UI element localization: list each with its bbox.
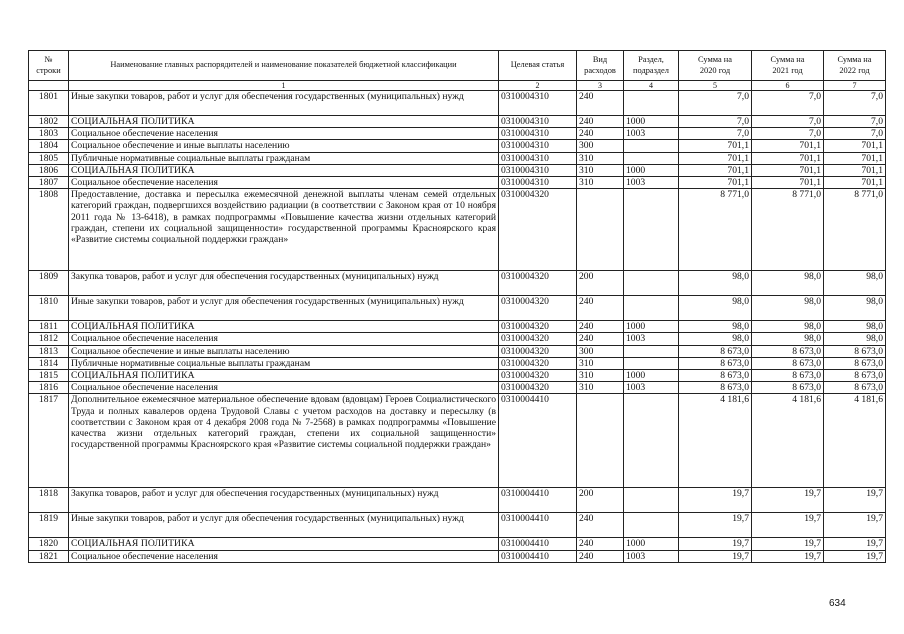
row-name-cell: Социальное обеспечение населения: [69, 333, 499, 345]
section-cell: [624, 189, 679, 271]
sum-2020-cell: 7,0: [679, 116, 752, 128]
section-cell: 1003: [624, 382, 679, 394]
row-number-cell: 1817: [29, 394, 69, 488]
row-name-cell: Социальное обеспечение населения: [69, 128, 499, 140]
expense-type-cell: 200: [577, 271, 624, 296]
row-number-cell: 1804: [29, 140, 69, 152]
sum-2022-cell: 4 181,6: [824, 394, 886, 488]
sum-2022-cell: 701,1: [824, 140, 886, 152]
sum-2022-cell: 98,0: [824, 333, 886, 345]
sum-2022-cell: 8 673,0: [824, 370, 886, 382]
expense-type-cell: 240: [577, 128, 624, 140]
sum-2020-cell: 701,1: [679, 177, 752, 189]
row-name-cell: Социальное обеспечение населения: [69, 177, 499, 189]
target-article-cell: 0310004310: [499, 177, 577, 189]
row-number-cell: 1821: [29, 550, 69, 562]
row-name-cell: Дополнительное ежемесячное материальное обеспечение вдовам (вдовцам) Героев Социалистического Труда и полных кавалеров ордена Трудовой Славы с учетом расходов на доставку и пересылку (в соответствии с Законом края от 4 декабря 2008 года № 7-2568) в рамках подпрограммы «Повышение качества жизни отдельных категорий граждан, степени их социальной защищенности» государственной программы Красноярского края «Развитие системы социальной поддержки граждан»: [69, 394, 499, 488]
header-sum-2021: Сумма на 2021 год: [752, 51, 824, 81]
budget-table: [28, 50, 886, 563]
sum-2022-cell: 19,7: [824, 513, 886, 538]
row-number-cell: 1801: [29, 91, 69, 116]
expense-type-cell: 300: [577, 345, 624, 357]
row-number-cell: 1808: [29, 189, 69, 271]
table-row: [29, 370, 886, 382]
expense-type-cell: 310: [577, 152, 624, 164]
row-number-cell: 1809: [29, 271, 69, 296]
section-cell: [624, 394, 679, 488]
target-article-cell: 0310004410: [499, 550, 577, 562]
expense-type-cell: 240: [577, 91, 624, 116]
target-article-cell: 0310004310: [499, 164, 577, 176]
target-article-cell: 0310004320: [499, 382, 577, 394]
expense-type-cell: 310: [577, 164, 624, 176]
row-number-cell: 1816: [29, 382, 69, 394]
expense-type-cell: 240: [577, 333, 624, 345]
target-article-cell: 0310004410: [499, 394, 577, 488]
target-article-cell: 0310004320: [499, 189, 577, 271]
row-name-cell: Закупка товаров, работ и услуг для обеспечения государственных (муниципальных) нужд: [69, 488, 499, 513]
table-row: [29, 394, 886, 488]
row-name-cell: Иные закупки товаров, работ и услуг для обеспечения государственных (муниципальных) нужд: [69, 296, 499, 321]
header-sum-2020: Сумма на 2020 год: [679, 51, 752, 81]
target-article-cell: 0310004320: [499, 296, 577, 321]
row-name-cell: СОЦИАЛЬНАЯ ПОЛИТИКА: [69, 116, 499, 128]
target-article-cell: 0310004310: [499, 91, 577, 116]
expense-type-cell: [577, 189, 624, 271]
sum-2021-cell: 8 673,0: [752, 382, 824, 394]
column-number-cell: 6: [752, 81, 824, 91]
header-section: Раздел, подраздел: [624, 51, 679, 81]
row-name-cell: Социальное обеспечение населения: [69, 550, 499, 562]
sum-2021-cell: 7,0: [752, 128, 824, 140]
sum-2020-cell: 8 673,0: [679, 345, 752, 357]
target-article-cell: 0310004320: [499, 345, 577, 357]
row-number-cell: 1814: [29, 357, 69, 369]
section-cell: 1000: [624, 164, 679, 176]
page-number: 634: [829, 598, 846, 609]
target-article-cell: 0310004320: [499, 271, 577, 296]
expense-type-cell: 310: [577, 357, 624, 369]
sum-2020-cell: 701,1: [679, 140, 752, 152]
section-cell: 1003: [624, 177, 679, 189]
sum-2021-cell: 8 673,0: [752, 357, 824, 369]
sum-2020-cell: 8 673,0: [679, 382, 752, 394]
sum-2020-cell: 19,7: [679, 550, 752, 562]
target-article-cell: 0310004410: [499, 513, 577, 538]
sum-2021-cell: 19,7: [752, 513, 824, 538]
sum-2020-cell: 98,0: [679, 271, 752, 296]
row-number-cell: 1815: [29, 370, 69, 382]
table-header-row: [29, 51, 886, 81]
table-row: [29, 488, 886, 513]
row-name-cell: Социальное обеспечение и иные выплаты населению: [69, 140, 499, 152]
row-number-cell: 1812: [29, 333, 69, 345]
sum-2020-cell: 98,0: [679, 296, 752, 321]
row-name-cell: СОЦИАЛЬНАЯ ПОЛИТИКА: [69, 538, 499, 550]
row-number-cell: 1820: [29, 538, 69, 550]
row-name-cell: СОЦИАЛЬНАЯ ПОЛИТИКА: [69, 164, 499, 176]
expense-type-cell: 240: [577, 513, 624, 538]
sum-2021-cell: 19,7: [752, 550, 824, 562]
expense-type-cell: 300: [577, 140, 624, 152]
target-article-cell: 0310004410: [499, 538, 577, 550]
header-target-article: Целевая статья: [499, 51, 577, 81]
column-number-cell: 2: [499, 81, 577, 91]
row-name-cell: Социальное обеспечение и иные выплаты населению: [69, 345, 499, 357]
sum-2020-cell: 7,0: [679, 91, 752, 116]
expense-type-cell: 310: [577, 177, 624, 189]
row-number-cell: 1805: [29, 152, 69, 164]
section-cell: [624, 488, 679, 513]
sum-2022-cell: 8 771,0: [824, 189, 886, 271]
expense-type-cell: 310: [577, 370, 624, 382]
sum-2022-cell: 701,1: [824, 152, 886, 164]
column-number-cell: 5: [679, 81, 752, 91]
sum-2021-cell: 701,1: [752, 140, 824, 152]
row-number-cell: 1819: [29, 513, 69, 538]
sum-2022-cell: 701,1: [824, 177, 886, 189]
sum-2022-cell: 19,7: [824, 550, 886, 562]
row-number-cell: 1807: [29, 177, 69, 189]
sum-2020-cell: 8 673,0: [679, 370, 752, 382]
target-article-cell: 0310004320: [499, 333, 577, 345]
sum-2020-cell: 98,0: [679, 321, 752, 333]
sum-2021-cell: 7,0: [752, 116, 824, 128]
sum-2021-cell: 8 673,0: [752, 370, 824, 382]
sum-2020-cell: 8 771,0: [679, 189, 752, 271]
column-number-cell: 1: [69, 81, 499, 91]
row-number-cell: 1811: [29, 321, 69, 333]
header-row-number: № строки: [29, 51, 69, 81]
section-cell: 1003: [624, 333, 679, 345]
section-cell: 1000: [624, 370, 679, 382]
target-article-cell: 0310004410: [499, 488, 577, 513]
sum-2021-cell: 701,1: [752, 164, 824, 176]
section-cell: [624, 140, 679, 152]
target-article-cell: 0310004310: [499, 140, 577, 152]
target-article-cell: 0310004320: [499, 321, 577, 333]
section-cell: [624, 91, 679, 116]
row-name-cell: Закупка товаров, работ и услуг для обеспечения государственных (муниципальных) нужд: [69, 271, 499, 296]
sum-2021-cell: 19,7: [752, 538, 824, 550]
target-article-cell: 0310004320: [499, 370, 577, 382]
sum-2021-cell: 98,0: [752, 296, 824, 321]
expense-type-cell: [577, 394, 624, 488]
table-row: [29, 140, 886, 152]
sum-2021-cell: 701,1: [752, 152, 824, 164]
row-number-cell: 1802: [29, 116, 69, 128]
row-name-cell: Публичные нормативные социальные выплаты гражданам: [69, 152, 499, 164]
sum-2021-cell: 8 673,0: [752, 345, 824, 357]
sum-2021-cell: 4 181,6: [752, 394, 824, 488]
table-row: [29, 152, 886, 164]
row-number-cell: 1810: [29, 296, 69, 321]
table-row: [29, 296, 886, 321]
column-number-row: [29, 81, 886, 91]
row-name-cell: Предоставление, доставка и пересылка ежемесячной денежной выплаты членам семей отдельных категорий граждан, подвергшихся воздействию радиации (в соответствии с Законом края от 10 ноября 2011 года № 13-6418), в рамках подпрограммы «Повышение качества жизни отдельных категорий граждан, степени их социальной защищенности» государственной программы Красноярского края «Развитие системы социальной поддержки граждан»: [69, 189, 499, 271]
section-cell: 1000: [624, 538, 679, 550]
sum-2021-cell: 8 771,0: [752, 189, 824, 271]
target-article-cell: 0310004310: [499, 116, 577, 128]
row-name-cell: Публичные нормативные социальные выплаты гражданам: [69, 357, 499, 369]
section-cell: 1003: [624, 128, 679, 140]
section-cell: [624, 271, 679, 296]
sum-2021-cell: 98,0: [752, 271, 824, 296]
table-row: [29, 164, 886, 176]
table-row: [29, 550, 886, 562]
sum-2020-cell: 19,7: [679, 538, 752, 550]
table-row: [29, 538, 886, 550]
header-expense-type: Вид расходов: [577, 51, 624, 81]
table-row: [29, 357, 886, 369]
expense-type-cell: 240: [577, 296, 624, 321]
sum-2022-cell: 19,7: [824, 538, 886, 550]
section-cell: [624, 345, 679, 357]
sum-2022-cell: 701,1: [824, 164, 886, 176]
target-article-cell: 0310004310: [499, 152, 577, 164]
section-cell: [624, 513, 679, 538]
table-row: [29, 321, 886, 333]
column-number-cell: 4: [624, 81, 679, 91]
sum-2020-cell: 98,0: [679, 333, 752, 345]
sum-2022-cell: 7,0: [824, 91, 886, 116]
target-article-cell: 0310004310: [499, 128, 577, 140]
sum-2022-cell: 98,0: [824, 296, 886, 321]
header-name: Наименование главных распорядителей и наименование показателей бюджетной классификации: [69, 51, 499, 81]
row-name-cell: Иные закупки товаров, работ и услуг для обеспечения государственных (муниципальных) нужд: [69, 91, 499, 116]
table-row: [29, 189, 886, 271]
table-row: [29, 116, 886, 128]
sum-2020-cell: 701,1: [679, 164, 752, 176]
sum-2021-cell: 7,0: [752, 91, 824, 116]
section-cell: 1000: [624, 321, 679, 333]
section-cell: [624, 296, 679, 321]
table-body: [29, 91, 886, 563]
table-row: [29, 271, 886, 296]
sum-2022-cell: 7,0: [824, 116, 886, 128]
sum-2021-cell: 98,0: [752, 321, 824, 333]
target-article-cell: 0310004320: [499, 357, 577, 369]
row-number-cell: 1806: [29, 164, 69, 176]
sum-2021-cell: 98,0: [752, 333, 824, 345]
column-number-cell: [29, 81, 69, 91]
expense-type-cell: 240: [577, 538, 624, 550]
expense-type-cell: 310: [577, 382, 624, 394]
sum-2022-cell: 98,0: [824, 321, 886, 333]
section-cell: [624, 152, 679, 164]
table-row: [29, 345, 886, 357]
expense-type-cell: 240: [577, 116, 624, 128]
sum-2020-cell: 19,7: [679, 488, 752, 513]
section-cell: 1000: [624, 116, 679, 128]
row-name-cell: Социальное обеспечение населения: [69, 382, 499, 394]
expense-type-cell: 200: [577, 488, 624, 513]
section-cell: 1003: [624, 550, 679, 562]
table-row: [29, 382, 886, 394]
table-row: [29, 91, 886, 116]
sum-2020-cell: 701,1: [679, 152, 752, 164]
row-number-cell: 1803: [29, 128, 69, 140]
sum-2021-cell: 701,1: [752, 177, 824, 189]
sum-2020-cell: 7,0: [679, 128, 752, 140]
sum-2022-cell: 8 673,0: [824, 357, 886, 369]
expense-type-cell: 240: [577, 321, 624, 333]
expense-type-cell: 240: [577, 550, 624, 562]
table-row: [29, 333, 886, 345]
sum-2020-cell: 19,7: [679, 513, 752, 538]
sum-2020-cell: 4 181,6: [679, 394, 752, 488]
table-row: [29, 513, 886, 538]
sum-2022-cell: 7,0: [824, 128, 886, 140]
row-name-cell: СОЦИАЛЬНАЯ ПОЛИТИКА: [69, 370, 499, 382]
sum-2022-cell: 8 673,0: [824, 345, 886, 357]
table-row: [29, 177, 886, 189]
row-name-cell: СОЦИАЛЬНАЯ ПОЛИТИКА: [69, 321, 499, 333]
column-number-cell: 3: [577, 81, 624, 91]
row-number-cell: 1813: [29, 345, 69, 357]
sum-2022-cell: 8 673,0: [824, 382, 886, 394]
row-number-cell: 1818: [29, 488, 69, 513]
column-number-cell: 7: [824, 81, 886, 91]
sum-2022-cell: 98,0: [824, 271, 886, 296]
header-sum-2022: Сумма на 2022 год: [824, 51, 886, 81]
section-cell: [624, 357, 679, 369]
sum-2020-cell: 8 673,0: [679, 357, 752, 369]
table-row: [29, 128, 886, 140]
row-name-cell: Иные закупки товаров, работ и услуг для обеспечения государственных (муниципальных) нужд: [69, 513, 499, 538]
sum-2022-cell: 19,7: [824, 488, 886, 513]
sum-2021-cell: 19,7: [752, 488, 824, 513]
